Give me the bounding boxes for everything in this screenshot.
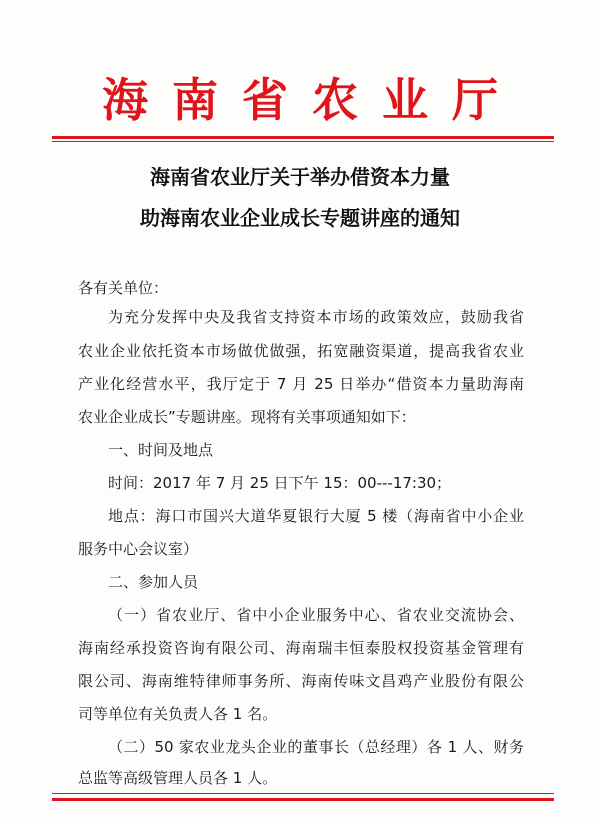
attendees-item-2-line-2: 总监等高级管理人员各 1 人。 [78,769,278,787]
section-2-heading: 二、参加人员 [108,573,199,591]
attendees-item-1-line-1: （一）省农业厅、省中小企业服务中心、省农业交流协会、 [108,606,524,624]
notice-title-line-1: 海南省农业厅关于举办借资本力量 [150,165,450,189]
attendees-item-1-line-4: 司等单位有关负责人各 1 名。 [78,705,278,723]
footer-rule-thick [52,798,554,801]
place-line-1: 地点：海口市国兴大道华夏银行大厦 5 楼（海南省中小企业 [108,507,524,525]
place-line-2: 服务中心会议室） [78,540,199,558]
time-line: 时间：2017 年 7 月 25 日下午 15：00---17:30； [108,474,452,492]
masthead-rule-thin [52,141,554,142]
attendees-item-1-line-3: 限公司、海南维特律师事务所、海南传味文昌鸡产业股份有限公 [78,672,524,690]
masthead-title: 海南省农业厅 [102,73,522,127]
masthead-rule-thick [52,136,554,139]
attendees-item-2-line-1: （二）50 家农业龙头企业的董事长（总经理）各 1 人、财务 [108,738,524,756]
attendees-item-1-line-2: 海南经承投资咨询有限公司、海南瑞丰恒泰股权投资基金管理有 [78,639,524,657]
footer-rule-thin [52,793,554,794]
intro-line-4: 农业企业成长”专题讲座。现将有关事项通知如下： [78,408,416,426]
intro-line-1: 为充分发挥中央及我省支持资本市场的政策效应，鼓励我省 [108,308,524,326]
intro-line-3: 产业化经营水平，我厅定于 7 月 25 日举办“借资本力量助海南 [78,375,524,393]
notice-title-line-2: 助海南农业企业成长专题讲座的通知 [140,206,460,230]
salutation: 各有关单位： [78,279,169,297]
intro-line-2: 农业企业依托资本市场做优做强，拓宽融资渠道，提高我省农业 [78,342,524,360]
section-1-heading: 一、时间及地点 [108,441,214,459]
